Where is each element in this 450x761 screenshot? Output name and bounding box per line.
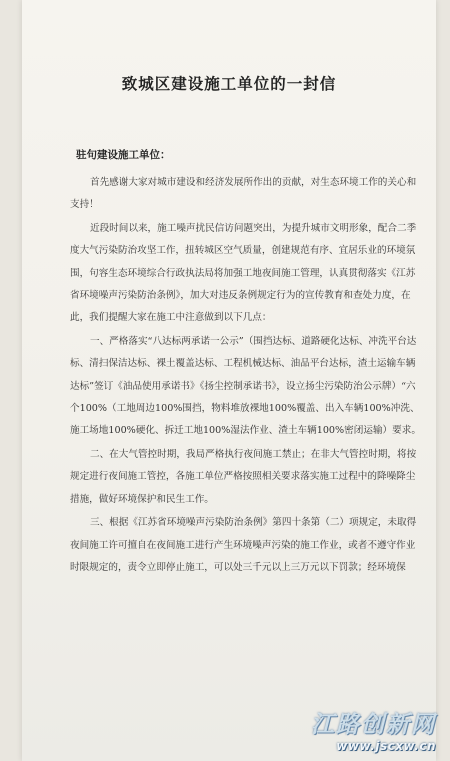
paragraph-intro: 近段时间以来，施工噪声扰民信访问题突出，为提升城市文明形象，配合二季度大气污染防治攻坚工作，扭转城区空气质量，创建规范有序、宜居乐业的环境氛围，句容生态环境综合行政执法局将加强工地夜间施工管理，认真贯彻落实《江苏省环境噪声污染防治条例》，加大对违反条例规定行为的宣传教育和查处力度，在此，我们提醒大家在施工中注意做到以下几点： [70,222,417,324]
paragraph-thanks: 首先感谢大家对城市建设和经济发展所作出的贡献，对生态环境工作的关心和支持！ [70,177,417,211]
letter-body [70,172,422,579]
paragraph-item-2: 二、在大气管控时期，我局严格执行夜间施工禁止；在非大气管控时期，将按规定进行夜间施工管控，各施工单位严格按照相关要求落实施工过程中的降噪降尘措施，做好环境保护和民生工作。 [70,448,417,505]
salutation: 驻句建设施工单位： [76,149,171,161]
watermark-name: 江路创新网 [311,712,436,738]
site-watermark [311,706,436,753]
page-title: 致城区建设施工单位的一封信 [121,74,337,93]
paragraph-item-1: 一、严格落实“八达标两承诺一公示”（围挡达标、道路硬化达标、冲洗平台达标、清扫保洁达标、裸土覆盖达标、工程机械达标、油品平台达标，渣土运输车辆达标”签订《油品使用承诺书》《扬尘控制承诺书》，设立扬尘污染防治公示牌）“六个100%（工地周边100%围挡，物料堆放裸地100%覆盖、出入车辆100%冲洗、施工场地100%硬化、拆迁工地100%湿法作业、渣土车辆100%密闭运输）要求。 [70,335,421,437]
letter-sheet [22,0,436,761]
watermark-url: www.jscxw.cn [336,739,436,753]
paragraph-item-3: 三、根据《江苏省环境噪声污染防治条例》第四十条第（二）项规定，未取得夜间施工许可擅自在夜间施工进行产生环境噪声污染的施工作业，或者不遵守作业时限规定的，责令立即停止施工，可以处三千元以上三万元以下罚款；经环境保 [70,517,417,573]
